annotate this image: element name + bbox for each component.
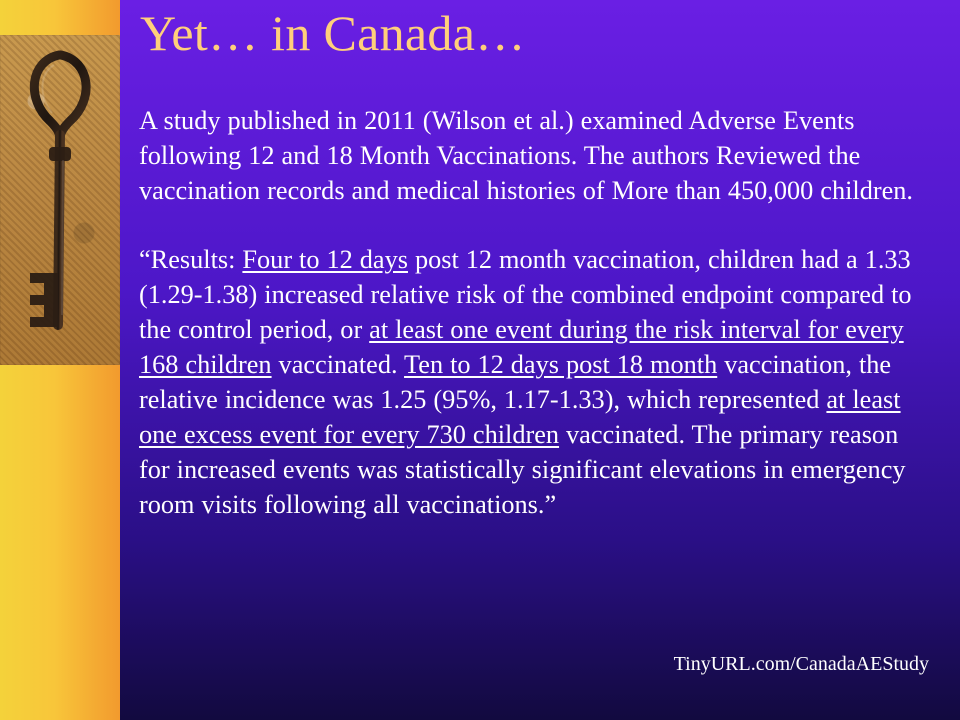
results-underline-4: at least one excess event for every 730 children xyxy=(139,384,901,449)
results-text-3: vaccination, the relative incidence was 1.25 (95%, 1.17-1.33), which represented xyxy=(139,349,892,414)
antique-key-image xyxy=(0,35,120,365)
results-text-1: post 12 month vaccination, children had a 1.33 (1.29-1.38) increased relative risk of the combined endpoint compared to the control period, or xyxy=(139,244,912,344)
intro-paragraph: A study published in 2011 (Wilson et al.) examined Adverse Events following 12 and 18 Month Vaccinations. The authors Reviewed the vaccination records and medical histories of More than 450,000 children. xyxy=(139,106,914,205)
results-underline-2: at least one event during the risk interval for every 168 children xyxy=(139,314,904,379)
antique-key-icon xyxy=(0,35,120,365)
results-text-2: vaccinated. xyxy=(271,349,405,379)
slide-content xyxy=(139,104,929,523)
results-paragraph xyxy=(139,243,929,523)
slide-title: Yet… in Canada… xyxy=(140,5,526,61)
results-underline-1: Four to 12 days xyxy=(242,244,408,274)
left-decorative-strip xyxy=(0,0,120,720)
results-open-quote: “Results: xyxy=(139,244,243,274)
footer-url: TinyURL.com/CanadaAEStudy xyxy=(673,653,929,675)
results-text-4: vaccinated. The primary reason for increased events was statistically significant elevations in emergency room visits following all vaccinations.” xyxy=(139,419,906,519)
results-underline-3: Ten to 12 days post 18 month xyxy=(404,349,718,379)
